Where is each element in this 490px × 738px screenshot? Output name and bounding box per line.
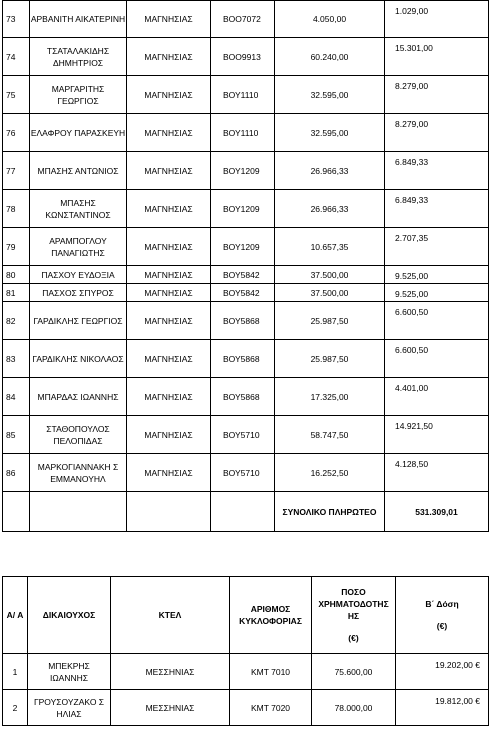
table-cell: 74: [3, 38, 30, 76]
header-amount-unit: (€): [348, 633, 359, 643]
table-cell: [211, 492, 275, 532]
table-cell: 2.707,35: [385, 228, 489, 266]
table-cell: 82: [3, 302, 30, 340]
table-cell: ΒΟΥ1110: [211, 114, 275, 152]
table-row: [3, 302, 489, 340]
table-cell: ΜΑΓΝΗΣΙΑΣ: [127, 114, 211, 152]
table-cell: [127, 492, 211, 532]
table-cell: ΜΠΑΣΗΣ ΚΩΝΣΤΑΝΤΙΝΟΣ: [30, 190, 127, 228]
table-cell: ΒΟΥ1110: [211, 76, 275, 114]
table-cell: ΒΟΟ7072: [211, 1, 275, 38]
table-cell: 6.600,50: [385, 340, 489, 378]
table-cell: 75.600,00: [312, 654, 396, 690]
table-cell: ΜΠΕΚΡΗΣ ΙΩΑΝΝΗΣ: [28, 654, 111, 690]
header-b-dose-label: Β΄ Δόση: [425, 599, 459, 609]
table-cell: 16.252,50: [275, 454, 385, 492]
table-cell: ΒΟΥ1209: [211, 190, 275, 228]
table-cell: ΒΟΥ5868: [211, 340, 275, 378]
table-row: [3, 378, 489, 416]
table-row: [3, 114, 489, 152]
table-cell: ΠΑΣΧΟΣ ΣΠΥΡΟΣ: [30, 284, 127, 302]
table-cell: ΤΣΑΤΑΛΑΚΙΔΗΣ ΔΗΜΗΤΡΙΟΣ: [30, 38, 127, 76]
table-cell: ΜΑΓΝΗΣΙΑΣ: [127, 1, 211, 38]
table-cell: ΒΟΥ1209: [211, 228, 275, 266]
table-row: [3, 190, 489, 228]
table-cell: 9.525,00: [385, 284, 489, 302]
table-cell: 85: [3, 416, 30, 454]
header-ktel: ΚΤΕΛ: [111, 577, 230, 654]
table-cell: 37.500,00: [275, 266, 385, 284]
table-row: [3, 38, 489, 76]
table-cell: 26.966,33: [275, 152, 385, 190]
table-cell: ΜΑΓΝΗΣΙΑΣ: [127, 378, 211, 416]
table-row: [3, 266, 489, 284]
table-cell: 75: [3, 76, 30, 114]
table-cell: ΓΡΟΥΣΟΥΖΑΚΟ Σ ΗΛΙΑΣ: [28, 690, 111, 726]
table-cell: ΜΑΓΝΗΣΙΑΣ: [127, 284, 211, 302]
table-cell: 25.987,50: [275, 302, 385, 340]
table-row: [3, 228, 489, 266]
table-cell: 81: [3, 284, 30, 302]
table-cell: ΜΑΓΝΗΣΙΑΣ: [127, 302, 211, 340]
total-row: [3, 492, 489, 532]
table-cell: ΒΟΥ5842: [211, 266, 275, 284]
beneficiaries-table-body: [3, 1, 489, 492]
beneficiaries-table-continued: [2, 0, 489, 532]
table-cell: ΠΑΣΧΟΥ ΕΥΔΟΞΙΑ: [30, 266, 127, 284]
table-cell: ΜΑΓΝΗΣΙΑΣ: [127, 152, 211, 190]
table-row: [3, 690, 489, 726]
table-cell: 15.301,00: [385, 38, 489, 76]
table-cell: 25.987,50: [275, 340, 385, 378]
total-label: ΣΥΝΟΛΙΚΟ ΠΛΗΡΩΤΕΟ: [275, 492, 385, 532]
messinia-beneficiaries-table: [2, 576, 489, 726]
table-cell: 1.029,00: [385, 1, 489, 38]
table-cell: 58.747,50: [275, 416, 385, 454]
table-row: [3, 654, 489, 690]
table-row: [3, 152, 489, 190]
table-cell: 19.202,00 €: [396, 654, 489, 690]
table-cell: 6.849,33: [385, 152, 489, 190]
table-row: [3, 76, 489, 114]
table-cell: ΑΡΒΑΝΙΤΗ ΑΙΚΑΤΕΡΙΝΗ: [30, 1, 127, 38]
table-cell: 4.401,00: [385, 378, 489, 416]
table-cell: 4.050,00: [275, 1, 385, 38]
table-cell: 76: [3, 114, 30, 152]
table-cell: ΜΑΓΝΗΣΙΑΣ: [127, 190, 211, 228]
table-cell: ΜΑΓΝΗΣΙΑΣ: [127, 38, 211, 76]
table-cell: ΜΑΓΝΗΣΙΑΣ: [127, 76, 211, 114]
table-cell: 79: [3, 228, 30, 266]
table-cell: 60.240,00: [275, 38, 385, 76]
header-amount: [312, 577, 396, 654]
table-cell: ΜΑΡΓΑΡΙΤΗΣ ΓΕΩΡΓΙΟΣ: [30, 76, 127, 114]
table-cell: 19.812,00 €: [396, 690, 489, 726]
table-cell: ΑΡΑΜΠΟΓΛΟΥ ΠΑΝΑΓΙΩΤΗΣ: [30, 228, 127, 266]
header-aa: Α/ Α: [3, 577, 28, 654]
table-cell: ΜΕΣΣΗΝΙΑΣ: [111, 654, 230, 690]
table-cell: 1: [3, 654, 28, 690]
header-row: [3, 577, 489, 654]
table-cell: 6.600,50: [385, 302, 489, 340]
table-cell: 17.325,00: [275, 378, 385, 416]
table-cell: 4.128,50: [385, 454, 489, 492]
table-cell: ΚΜΤ 7010: [230, 654, 312, 690]
table-row: [3, 454, 489, 492]
table-cell: ΜΕΣΣΗΝΙΑΣ: [111, 690, 230, 726]
table-cell: ΜΑΓΝΗΣΙΑΣ: [127, 266, 211, 284]
table-cell: ΜΑΓΝΗΣΙΑΣ: [127, 416, 211, 454]
table-cell: ΜΑΓΝΗΣΙΑΣ: [127, 228, 211, 266]
table-cell: 8.279,00: [385, 114, 489, 152]
table-cell: 9.525,00: [385, 266, 489, 284]
messinia-table-body: [3, 654, 489, 726]
table-cell: ΒΟΥ5710: [211, 416, 275, 454]
table-cell: 32.595,00: [275, 76, 385, 114]
table-cell: ΓΑΡΔΙΚΛΗΣ ΝΙΚΟΛΑΟΣ: [30, 340, 127, 378]
table-row: [3, 1, 489, 38]
table-cell: ΜΑΓΝΗΣΙΑΣ: [127, 340, 211, 378]
table-cell: 6.849,33: [385, 190, 489, 228]
table-row: [3, 416, 489, 454]
table-cell: 37.500,00: [275, 284, 385, 302]
header-plate: ΑΡΙΘΜΟΣ ΚΥΚΛΟΦΟΡΙΑΣ: [230, 577, 312, 654]
table-cell: 26.966,33: [275, 190, 385, 228]
table-cell: 84: [3, 378, 30, 416]
total-value: 531.309,01: [385, 492, 489, 532]
table-cell: 10.657,35: [275, 228, 385, 266]
table-cell: 32.595,00: [275, 114, 385, 152]
table-cell: 77: [3, 152, 30, 190]
table-cell: 73: [3, 1, 30, 38]
table-cell: ΓΑΡΔΙΚΛΗΣ ΓΕΩΡΓΙΟΣ: [30, 302, 127, 340]
header-beneficiary: ΔΙΚΑΙΟΥΧΟΣ: [28, 577, 111, 654]
table-cell: 14.921,50: [385, 416, 489, 454]
table-cell: 83: [3, 340, 30, 378]
table-cell: ΕΛΑΦΡΟΥ ΠΑΡΑΣΚΕΥΗ: [30, 114, 127, 152]
table-cell: ΚΜΤ 7020: [230, 690, 312, 726]
table-cell: 80: [3, 266, 30, 284]
table-cell: ΒΟΥ5842: [211, 284, 275, 302]
table-cell: [3, 492, 30, 532]
table-cell: ΒΟΥ5868: [211, 302, 275, 340]
header-b-dose-unit: (€): [436, 621, 448, 631]
header-amount-label: ΠΟΣΟ ΧΡΗΜΑΤΟΔΟΤΗΣ ΗΣ: [318, 587, 389, 621]
table-cell: 2: [3, 690, 28, 726]
table-row: [3, 284, 489, 302]
table-cell: ΒΟΥ1209: [211, 152, 275, 190]
table-row: [3, 340, 489, 378]
table-cell: ΒΟΥ5710: [211, 454, 275, 492]
header-b-dose: [396, 577, 489, 654]
table-cell: ΜΠΑΡΔΑΣ ΙΩΑΝΝΗΣ: [30, 378, 127, 416]
table-cell: ΒΟΥ5868: [211, 378, 275, 416]
table-cell: ΜΑΡΚΟΓΙΑΝΝΑΚΗ Σ ΕΜΜΑΝΟΥΗΛ: [30, 454, 127, 492]
table-cell: [30, 492, 127, 532]
table-cell: 78: [3, 190, 30, 228]
table-cell: ΣΤΑΘΟΠΟΥΛΟΣ ΠΕΛΟΠΙΔΑΣ: [30, 416, 127, 454]
table-cell: ΜΑΓΝΗΣΙΑΣ: [127, 454, 211, 492]
table-cell: 8.279,00: [385, 76, 489, 114]
table-cell: ΜΠΑΣΗΣ ΑΝΤΩΝΙΟΣ: [30, 152, 127, 190]
table-cell: 78.000,00: [312, 690, 396, 726]
table-cell: ΒΟΟ9913: [211, 38, 275, 76]
table-cell: 86: [3, 454, 30, 492]
